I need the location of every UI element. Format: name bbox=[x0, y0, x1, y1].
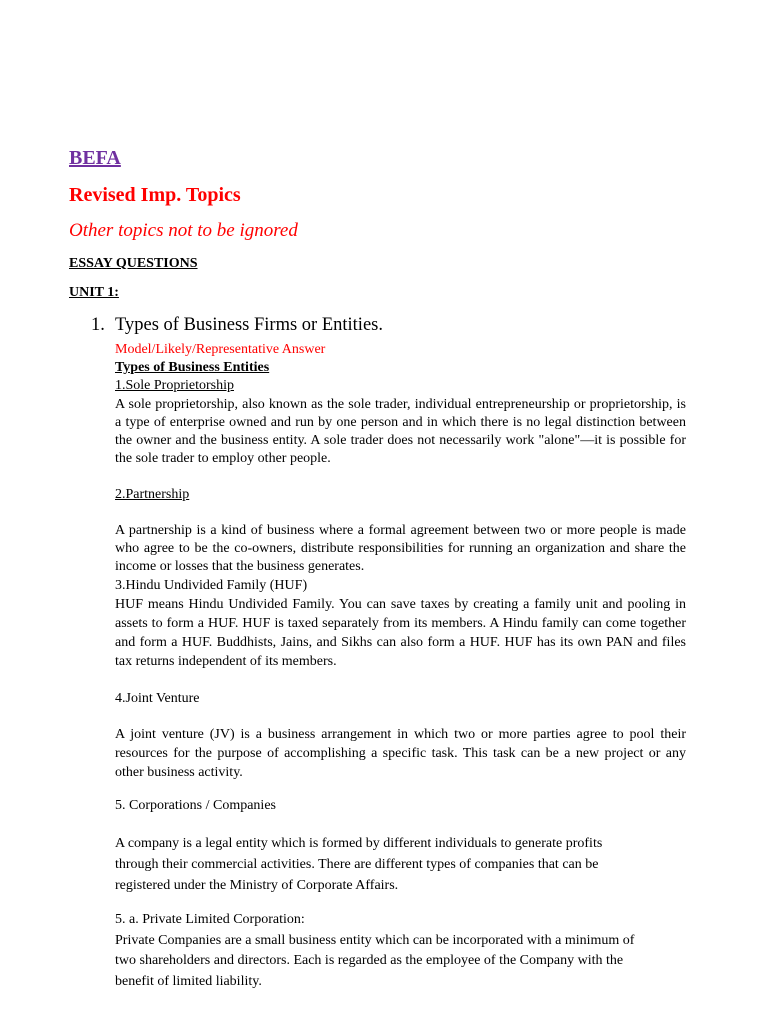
private-limited-heading: 5. a. Private Limited Corporation: bbox=[115, 912, 305, 927]
revised-topics-heading: Revised Imp. Topics bbox=[69, 184, 241, 206]
answer-heading: Types of Business Entities bbox=[115, 360, 270, 376]
other-topics-subtitle: Other topics not to be ignored bbox=[69, 220, 298, 241]
joint-venture-heading-block bbox=[115, 690, 686, 708]
corporations-text-line: A company is a legal entity which is formed by different individuals to generate profits bbox=[115, 836, 603, 851]
huf-text: HUF means Hindu Undivided Family. You can save taxes by creating a family unit and pooling in assets to form a HUF. HUF is taxed separately from its members. A Hindu family can come together and form a HUF. Buddhists, Jains, and Sikhs can also form a HUF. HUF has its own PAN and files tax returns independent of its members. bbox=[115, 596, 686, 669]
question-text: Types of Business Firms or Entities. bbox=[115, 315, 383, 335]
private-limited-text-line: two shareholders and directors. Each is regarded as the employee of the Company with the bbox=[115, 953, 624, 968]
essay-questions-heading: ESSAY QUESTIONS bbox=[69, 256, 198, 271]
huf-heading: 3.Hindu Undivided Family (HUF) bbox=[115, 577, 308, 593]
corporations-heading: 5. Corporations / Companies bbox=[115, 798, 276, 813]
corporations-heading-block bbox=[115, 797, 686, 815]
model-answer-label: Model/Likely/Representative Answer bbox=[115, 342, 326, 357]
partnership-text: A partnership is a kind of business where a formal agreement between two or more people is made who agree to be the co-owners, distribute responsibilities for running an organization and share the income or losses that the business generates. bbox=[115, 523, 686, 575]
joint-venture-block bbox=[115, 725, 686, 782]
sole-proprietorship-text: A sole proprietorship, also known as the sole trader, individual entrepreneurship or proprietorship, is a type of enterprise owned and run by one person and in which there is no legal distinction between the owner and the business entity. A sole trader does not necessarily work "alone"—it is possible for the sole trader to employ other people. bbox=[115, 396, 686, 467]
partnership-block bbox=[115, 522, 686, 671]
corporations-text-line: registered under the Ministry of Corporate Affairs. bbox=[115, 878, 399, 893]
partnership-heading-block bbox=[115, 486, 686, 504]
answer-intro-block bbox=[115, 341, 686, 468]
private-limited-block bbox=[115, 910, 686, 992]
unit-heading: UNIT 1: bbox=[69, 285, 119, 300]
joint-venture-text: A joint venture (JV) is a business arrangement in which two or more parties agree to pool their resources for the purpose of accomplishing a specific task. This task can be a new project or any other business activity. bbox=[115, 727, 686, 780]
corporations-text-line: through their commercial activities. There are different types of companies that can be bbox=[115, 857, 599, 872]
sole-proprietorship-heading: 1.Sole Proprietorship bbox=[115, 378, 234, 394]
subject-title: BEFA bbox=[69, 147, 121, 169]
private-limited-text-line: benefit of limited liability. bbox=[115, 973, 262, 989]
joint-venture-heading: 4.Joint Venture bbox=[115, 691, 200, 706]
private-limited-text-line: Private Companies are a small business entity which can be incorporated with a minimum of bbox=[115, 932, 635, 948]
corporations-block bbox=[115, 833, 686, 896]
partnership-heading: 2.Partnership bbox=[115, 487, 190, 502]
question-number: 1. bbox=[91, 315, 105, 335]
